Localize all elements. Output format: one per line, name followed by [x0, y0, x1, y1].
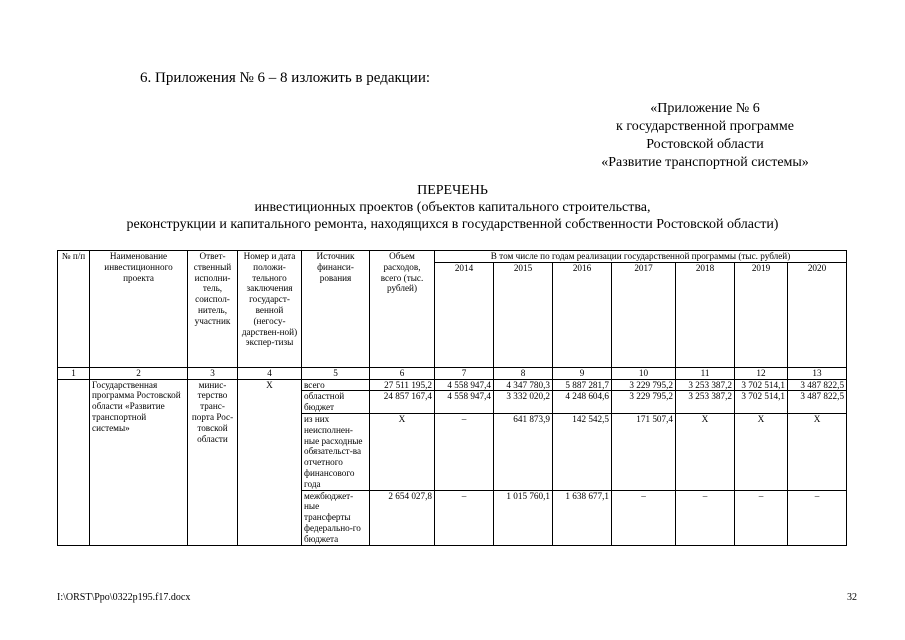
column-number: 1: [58, 367, 90, 379]
list-subtitle-2: реконструкции и капитального ремонта, находящихся в государственной собственности Ростовской области): [126, 217, 779, 232]
appendix-heading: [575, 100, 835, 172]
header-year: 2020: [788, 262, 847, 367]
header-year: 2019: [735, 262, 788, 367]
year-value: 3 487 822,5: [788, 379, 847, 391]
project-executor: минис-терство транс-порта Рос-товской области: [188, 379, 238, 545]
year-value: Х: [676, 413, 735, 490]
appendix-line-4: «Развитие транспортной системы»: [601, 155, 809, 170]
year-value: 3 253 387,2: [676, 379, 735, 391]
year-value: 4 558 947,4: [435, 379, 494, 391]
list-subtitle-1: инвестиционных проектов (объектов капитального строительства,: [254, 200, 651, 215]
column-number: 3: [188, 367, 238, 379]
year-value: 3 229 795,2: [612, 379, 676, 391]
volume-total: 27 511 195,2: [370, 379, 435, 391]
year-value: –: [435, 413, 494, 490]
year-value: 3 253 387,2: [676, 391, 735, 414]
project-name: Государственная программа Ростовской области «Развитие транспортной системы»: [90, 379, 188, 545]
volume-total: Х: [370, 413, 435, 490]
funding-source: межбюджет-ные трансферты федерально-го бюджета: [302, 490, 370, 545]
column-number: 2: [90, 367, 188, 379]
year-value: –: [612, 490, 676, 545]
column-number: 6: [370, 367, 435, 379]
column-number: 4: [238, 367, 302, 379]
year-value: 4 347 780,3: [494, 379, 553, 391]
appendix-line-2: к государственной программе: [616, 119, 794, 134]
header-year: 2015: [494, 262, 553, 367]
year-value: 3 702 514,1: [735, 391, 788, 414]
column-number: 11: [676, 367, 735, 379]
funding-source: всего: [302, 379, 370, 391]
year-value: 4 248 604,6: [553, 391, 612, 414]
header-year: 2018: [676, 262, 735, 367]
column-number: 13: [788, 367, 847, 379]
year-value: –: [676, 490, 735, 545]
funding-source: из них неисполнен-ные расходные обязательст-ва отчетного финансового года: [302, 413, 370, 490]
header-volume: Объем расходов, всего (тыс. рублей): [370, 251, 435, 368]
year-value: 5 887 281,7: [553, 379, 612, 391]
year-value: 171 507,4: [612, 413, 676, 490]
volume-total: 24 857 167,4: [370, 391, 435, 414]
year-value: –: [788, 490, 847, 545]
header-source: Источник финанси-рования: [302, 251, 370, 368]
header-year: 2014: [435, 262, 494, 367]
header-row-1: [58, 251, 847, 263]
project-expertise: Х: [238, 379, 302, 545]
intro-text: 6. Приложения № 6 – 8 изложить в редакции:: [140, 70, 431, 86]
year-value: Х: [735, 413, 788, 490]
volume-total: 2 654 027,8: [370, 490, 435, 545]
header-year: 2016: [553, 262, 612, 367]
column-number: 9: [553, 367, 612, 379]
investment-projects-table: [57, 250, 847, 546]
project-num: [58, 379, 90, 545]
year-value: 3 332 020,2: [494, 391, 553, 414]
column-number: 5: [302, 367, 370, 379]
appendix-line-3: Ростовской области: [646, 137, 764, 152]
year-value: 1 638 677,1: [553, 490, 612, 545]
appendix-line-1: «Приложение № 6: [650, 101, 760, 116]
year-value: 3 229 795,2: [612, 391, 676, 414]
funding-source: областной бюджет: [302, 391, 370, 414]
header-num: № п/п: [58, 251, 90, 368]
header-expertise: Номер и дата положи-тельного заключения государст-венной (негосу-дарствен-ной) экспер-тизы: [238, 251, 302, 368]
year-value: 142 542,5: [553, 413, 612, 490]
table-row: [58, 379, 847, 391]
list-heading: [60, 182, 845, 233]
year-value: 4 558 947,4: [435, 391, 494, 414]
year-value: 3 487 822,5: [788, 391, 847, 414]
year-value: 3 702 514,1: [735, 379, 788, 391]
year-value: –: [735, 490, 788, 545]
footer-file-path: I:\ORST\Ppo\0322p195.f17.docx: [57, 592, 191, 603]
column-number: 8: [494, 367, 553, 379]
header-year: 2017: [612, 262, 676, 367]
year-value: Х: [788, 413, 847, 490]
year-value: –: [435, 490, 494, 545]
header-name: Наименование инвестиционного проекта: [90, 251, 188, 368]
header-executor: Ответ-ственный исполни-тель, соиспол-нитель, участник: [188, 251, 238, 368]
column-number: 7: [435, 367, 494, 379]
column-number: 12: [735, 367, 788, 379]
page-number: 32: [847, 592, 857, 603]
column-number: 10: [612, 367, 676, 379]
year-value: 1 015 760,1: [494, 490, 553, 545]
column-number-row: [58, 367, 847, 379]
list-title: ПЕРЕЧЕНЬ: [417, 183, 488, 198]
header-years-group: В том числе по годам реализации государственной программы (тыс. рублей): [435, 251, 847, 263]
year-value: 641 873,9: [494, 413, 553, 490]
